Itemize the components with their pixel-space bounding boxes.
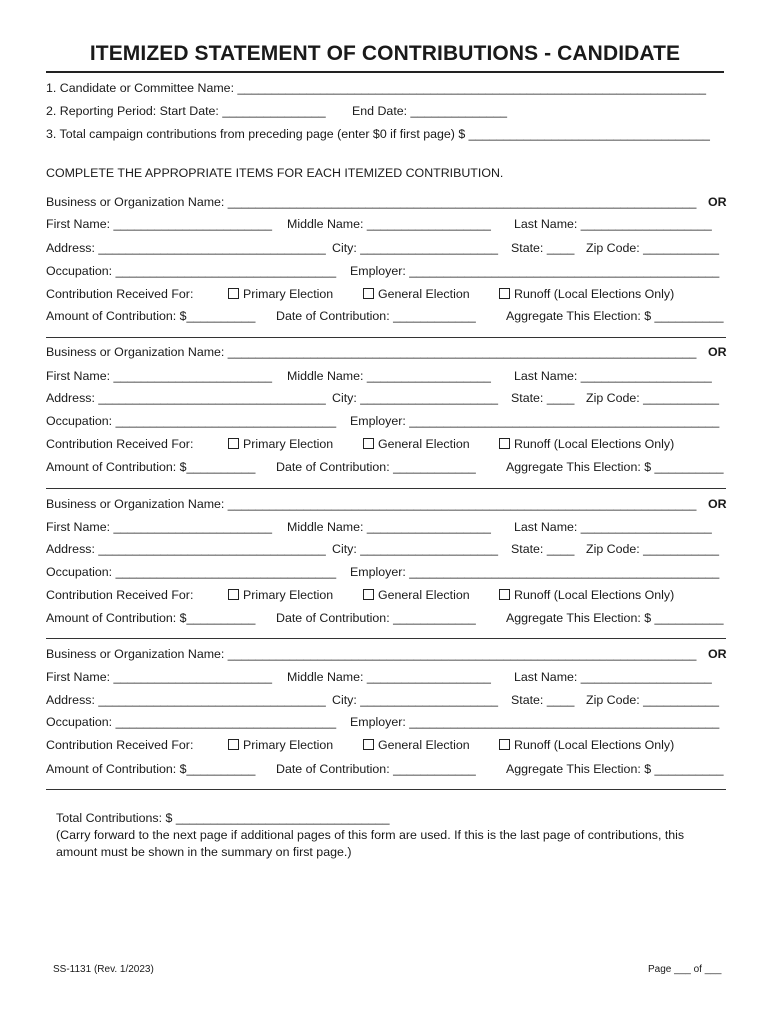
- middle-name-field[interactable]: Middle Name: __________________: [287, 670, 491, 684]
- aggregate-field[interactable]: Aggregate This Election: $ __________: [506, 460, 724, 474]
- middle-name-field[interactable]: Middle Name: __________________: [287, 369, 491, 383]
- occupation-field[interactable]: Occupation: ________________________________: [46, 715, 337, 729]
- general-label: General Election: [378, 437, 470, 451]
- occupation-field[interactable]: Occupation: ________________________________: [46, 414, 337, 428]
- business-name-field[interactable]: Business or Organization Name: ____________________________________________________________________: [46, 345, 697, 359]
- received-for-label: Contribution Received For:: [46, 287, 194, 301]
- first-name-field[interactable]: First Name: _______________________: [46, 217, 272, 231]
- entry-divider: [46, 488, 726, 489]
- total-contributions-field[interactable]: Total Contributions: $ _______________________________: [56, 811, 390, 825]
- general-election-option[interactable]: [363, 587, 470, 603]
- reporting-period-line[interactable]: 2. Reporting Period: Start Date: _______________: [46, 104, 326, 118]
- primary-election-option[interactable]: [228, 737, 333, 753]
- total-block: [56, 810, 726, 861]
- last-name-field[interactable]: Last Name: ___________________: [514, 369, 712, 383]
- general-checkbox[interactable]: [363, 288, 374, 299]
- state-field[interactable]: State: ____: [511, 693, 575, 707]
- city-field[interactable]: City: ____________________: [332, 241, 499, 255]
- amount-field[interactable]: Amount of Contribution: $__________: [46, 762, 256, 776]
- amount-field[interactable]: Amount of Contribution: $__________: [46, 460, 256, 474]
- candidate-name-line[interactable]: 1. Candidate or Committee Name: ____________________________________________________________________: [46, 81, 707, 95]
- primary-label: Primary Election: [243, 287, 334, 301]
- primary-label: Primary Election: [243, 437, 334, 451]
- last-name-field[interactable]: Last Name: ___________________: [514, 520, 712, 534]
- end-date-line[interactable]: End Date: ______________: [352, 104, 508, 118]
- instruction-heading: COMPLETE THE APPROPRIATE ITEMS FOR EACH ITEMIZED CONTRIBUTION.: [46, 166, 504, 180]
- city-field[interactable]: City: ____________________: [332, 542, 499, 556]
- runoff-election-option[interactable]: [499, 436, 674, 452]
- address-field[interactable]: Address: _________________________________: [46, 241, 326, 255]
- primary-label: Primary Election: [243, 588, 334, 602]
- general-election-option[interactable]: [363, 436, 470, 452]
- zip-field[interactable]: Zip Code: ___________: [586, 391, 719, 405]
- middle-name-field[interactable]: Middle Name: __________________: [287, 217, 491, 231]
- general-election-option[interactable]: [363, 286, 470, 302]
- received-for-label: Contribution Received For:: [46, 437, 194, 451]
- date-field[interactable]: Date of Contribution: ____________: [276, 460, 476, 474]
- runoff-label: Runoff (Local Elections Only): [514, 287, 675, 301]
- primary-election-option[interactable]: [228, 286, 333, 302]
- first-name-field[interactable]: First Name: _______________________: [46, 670, 272, 684]
- general-label: General Election: [378, 738, 470, 752]
- title-rule: [46, 71, 724, 73]
- primary-election-option[interactable]: [228, 587, 333, 603]
- entry-divider: [46, 638, 726, 639]
- last-name-field[interactable]: Last Name: ___________________: [514, 217, 712, 231]
- form-number: SS-1131 (Rev. 1/2023): [53, 964, 154, 975]
- address-field[interactable]: Address: _________________________________: [46, 693, 326, 707]
- employer-field[interactable]: Employer: _____________________________________________: [350, 565, 720, 579]
- primary-checkbox[interactable]: [228, 589, 239, 600]
- runoff-election-option[interactable]: [499, 286, 674, 302]
- runoff-checkbox[interactable]: [499, 288, 510, 299]
- state-field[interactable]: State: ____: [511, 391, 575, 405]
- runoff-checkbox[interactable]: [499, 438, 510, 449]
- address-field[interactable]: Address: _________________________________: [46, 542, 326, 556]
- business-name-field[interactable]: Business or Organization Name: ____________________________________________________________________: [46, 497, 697, 511]
- or-label: OR: [708, 497, 727, 511]
- primary-label: Primary Election: [243, 738, 334, 752]
- runoff-label: Runoff (Local Elections Only): [514, 738, 675, 752]
- received-for-label: Contribution Received For:: [46, 738, 194, 752]
- or-label: OR: [708, 195, 727, 209]
- entry-divider: [46, 789, 726, 790]
- city-field[interactable]: City: ____________________: [332, 693, 499, 707]
- runoff-election-option[interactable]: [499, 587, 674, 603]
- primary-checkbox[interactable]: [228, 288, 239, 299]
- aggregate-field[interactable]: Aggregate This Election: $ __________: [506, 309, 724, 323]
- address-field[interactable]: Address: _________________________________: [46, 391, 326, 405]
- date-field[interactable]: Date of Contribution: ____________: [276, 762, 476, 776]
- runoff-election-option[interactable]: [499, 737, 674, 753]
- occupation-field[interactable]: Occupation: ________________________________: [46, 565, 337, 579]
- entry-divider: [46, 337, 726, 338]
- total-preceding-line[interactable]: 3. Total campaign contributions from preceding page (enter $0 if first page) $ ___________________________________: [46, 127, 710, 141]
- general-label: General Election: [378, 588, 470, 602]
- employer-field[interactable]: Employer: _____________________________________________: [350, 264, 720, 278]
- occupation-field[interactable]: Occupation: ________________________________: [46, 264, 337, 278]
- primary-election-option[interactable]: [228, 436, 333, 452]
- carry-forward-note: (Carry forward to the next page if additional pages of this form are used. If this is the last page of contributions, this amount must be shown in the summary on first page.): [56, 828, 685, 859]
- date-field[interactable]: Date of Contribution: ____________: [276, 309, 476, 323]
- general-checkbox[interactable]: [363, 438, 374, 449]
- date-field[interactable]: Date of Contribution: ____________: [276, 611, 476, 625]
- runoff-checkbox[interactable]: [499, 589, 510, 600]
- aggregate-field[interactable]: Aggregate This Election: $ __________: [506, 762, 724, 776]
- general-checkbox[interactable]: [363, 589, 374, 600]
- amount-field[interactable]: Amount of Contribution: $__________: [46, 611, 256, 625]
- general-checkbox[interactable]: [363, 739, 374, 750]
- employer-field[interactable]: Employer: _____________________________________________: [350, 715, 720, 729]
- business-name-field[interactable]: Business or Organization Name: ____________________________________________________________________: [46, 647, 697, 661]
- form-title: ITEMIZED STATEMENT OF CONTRIBUTIONS - CANDIDATE: [89, 42, 681, 65]
- amount-field[interactable]: Amount of Contribution: $__________: [46, 309, 256, 323]
- business-name-field[interactable]: Business or Organization Name: ____________________________________________________________________: [46, 195, 697, 209]
- state-field[interactable]: State: ____: [511, 241, 575, 255]
- state-field[interactable]: State: ____: [511, 542, 575, 556]
- zip-field[interactable]: Zip Code: ___________: [586, 693, 719, 707]
- or-label: OR: [708, 647, 727, 661]
- zip-field[interactable]: Zip Code: ___________: [586, 241, 719, 255]
- received-for-label: Contribution Received For:: [46, 588, 194, 602]
- zip-field[interactable]: Zip Code: ___________: [586, 542, 719, 556]
- runoff-checkbox[interactable]: [499, 739, 510, 750]
- aggregate-field[interactable]: Aggregate This Election: $ __________: [506, 611, 724, 625]
- general-label: General Election: [378, 287, 470, 301]
- primary-checkbox[interactable]: [228, 438, 239, 449]
- first-name-field[interactable]: First Name: _______________________: [46, 520, 272, 534]
- primary-checkbox[interactable]: [228, 739, 239, 750]
- city-field[interactable]: City: ____________________: [332, 391, 499, 405]
- runoff-label: Runoff (Local Elections Only): [514, 588, 675, 602]
- first-name-field[interactable]: First Name: _______________________: [46, 369, 272, 383]
- runoff-label: Runoff (Local Elections Only): [514, 437, 675, 451]
- page-of-field[interactable]: Page ___ of ___: [648, 964, 722, 975]
- middle-name-field[interactable]: Middle Name: __________________: [287, 520, 491, 534]
- last-name-field[interactable]: Last Name: ___________________: [514, 670, 712, 684]
- or-label: OR: [708, 345, 727, 359]
- employer-field[interactable]: Employer: _____________________________________________: [350, 414, 720, 428]
- general-election-option[interactable]: [363, 737, 470, 753]
